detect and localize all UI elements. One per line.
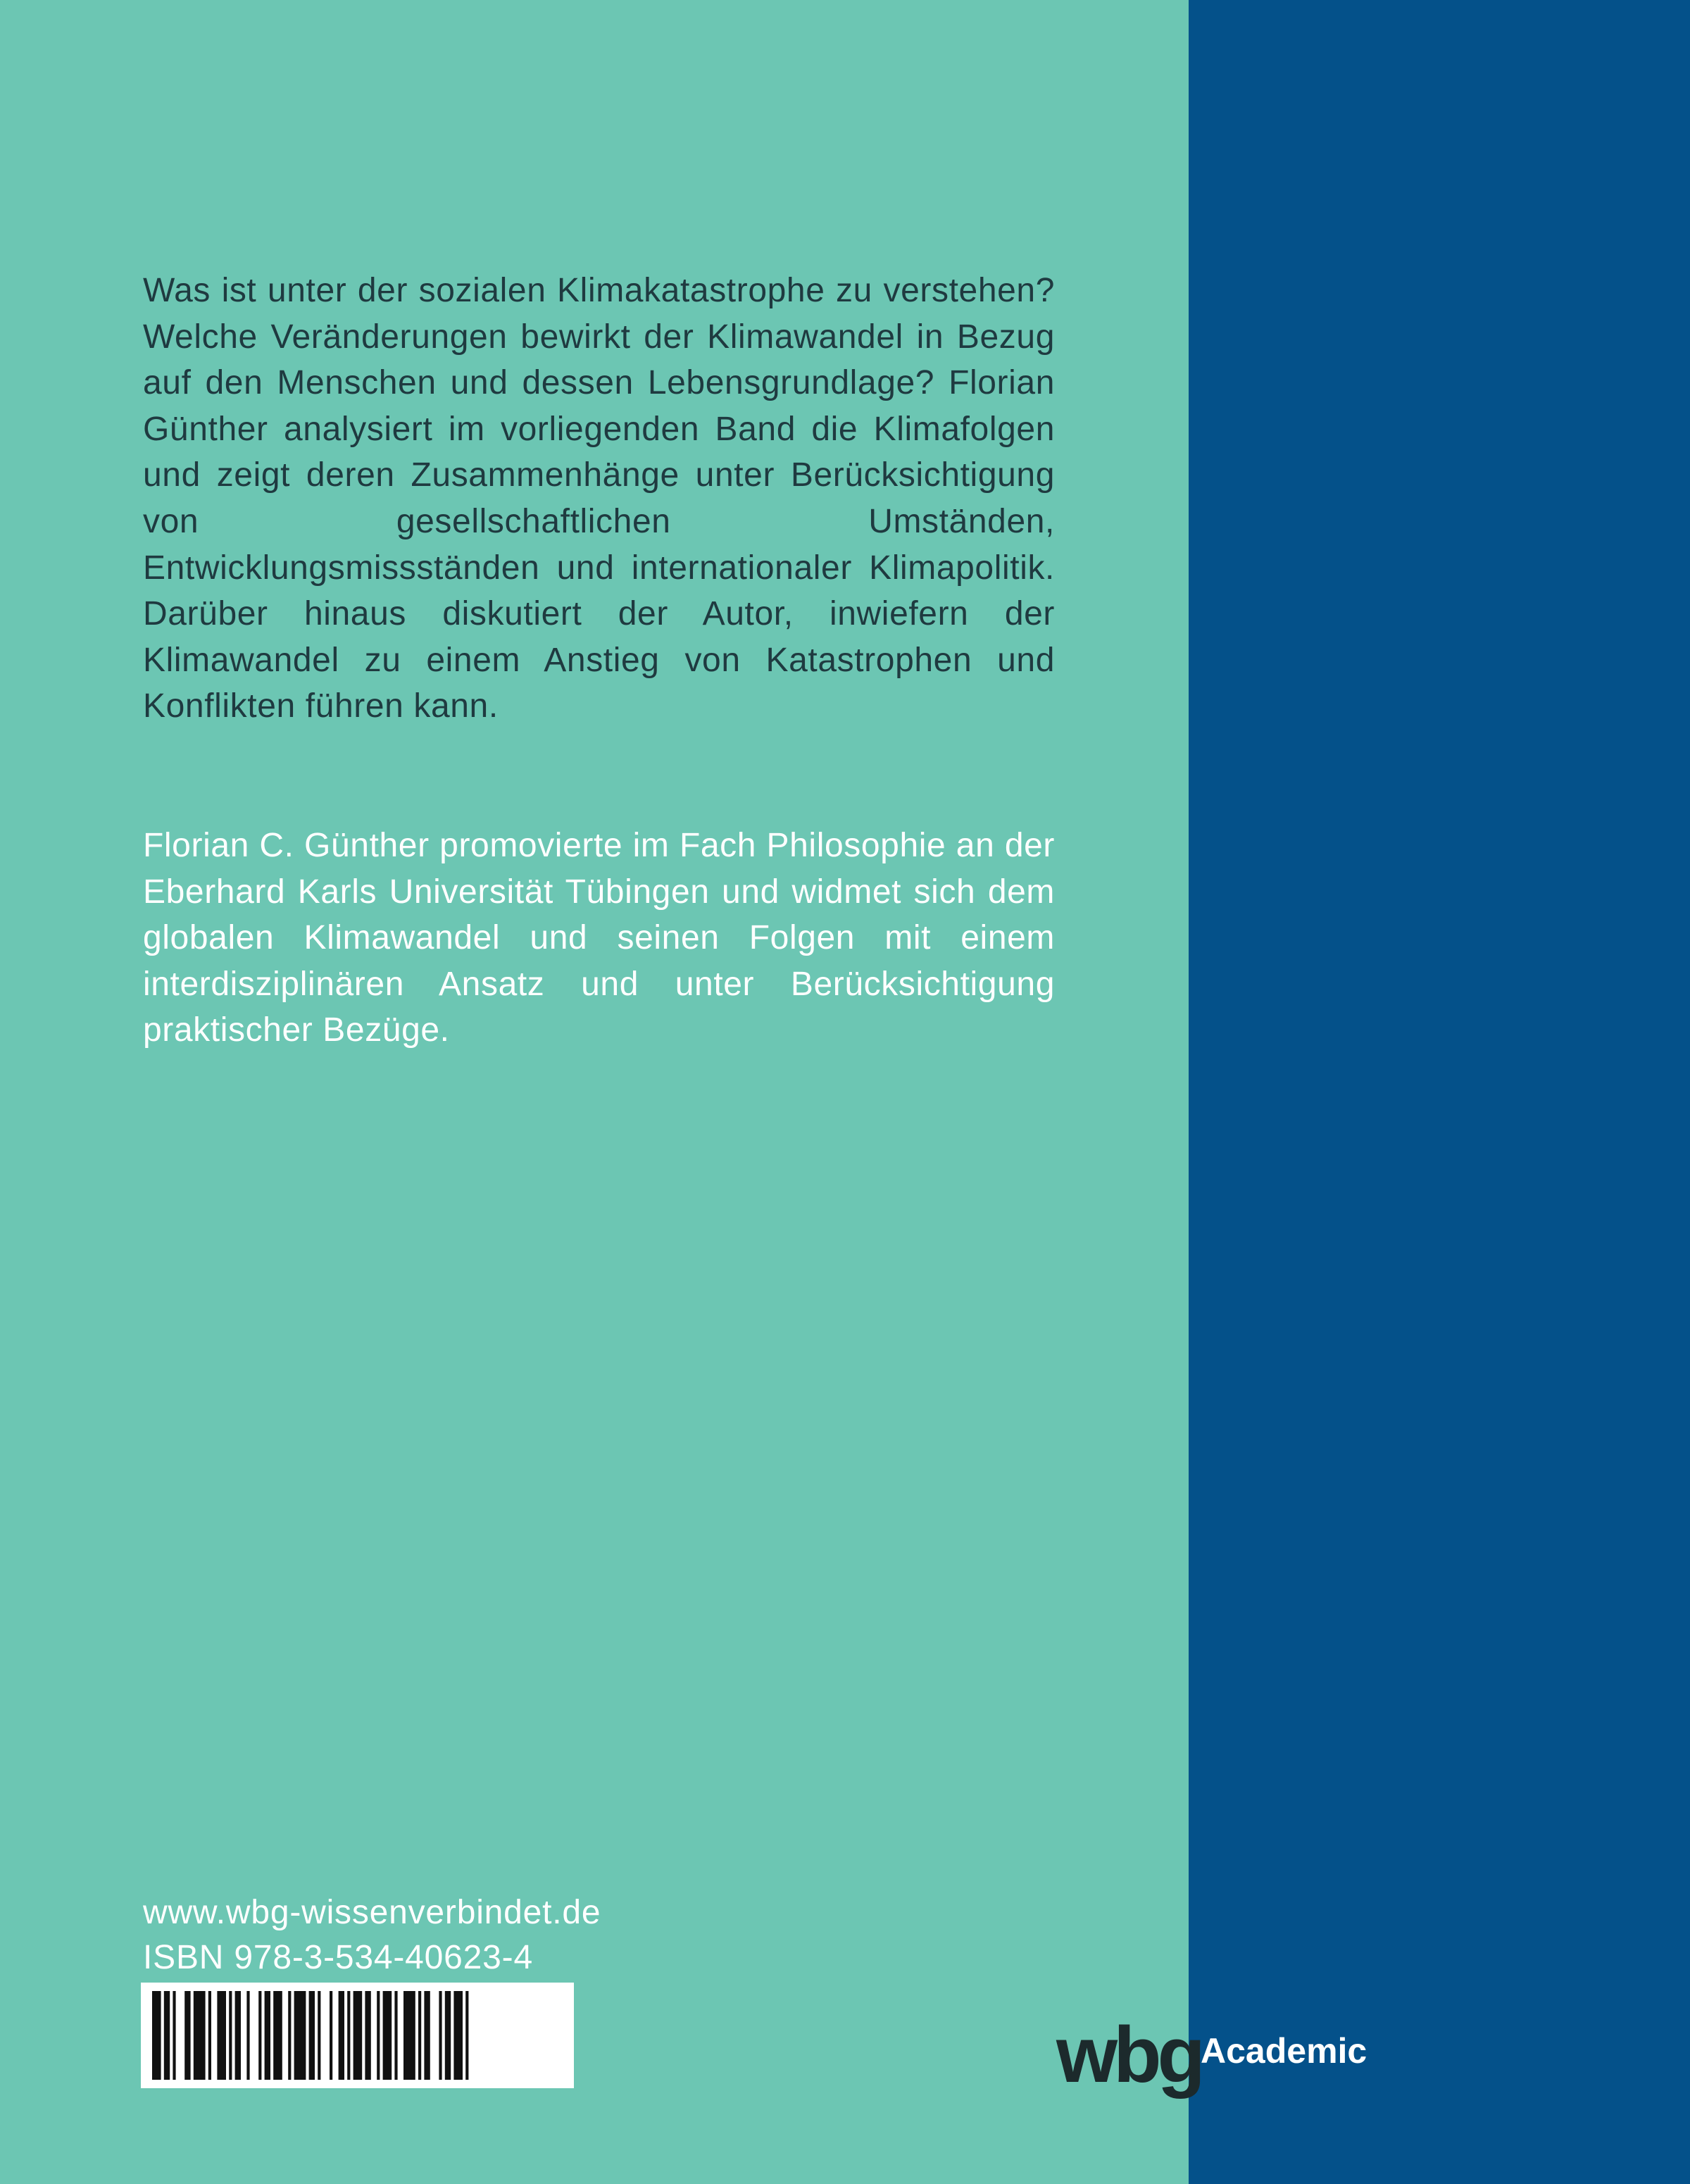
logo-wbg-mark: wbg bbox=[1056, 2011, 1201, 2099]
logo-academic-label: Academic bbox=[1201, 2031, 1367, 2071]
barcode bbox=[141, 1983, 574, 2088]
publisher-info bbox=[143, 1890, 601, 1980]
author-bio-paragraph: Florian C. Günther promovierte im Fach Philosophie an der Eberhard Karls Universität Tübingen und widmet sich dem globalen Klimawandel und seinen Folgen mit einem interdisziplinären Ansatz und unter Berücksichtigung praktischer Bezüge. bbox=[143, 827, 1055, 1049]
spine-color-band bbox=[1189, 0, 1690, 2184]
blurb-text bbox=[143, 268, 1055, 730]
barcode-icon bbox=[149, 1991, 565, 2080]
publisher-website: www.wbg-wissenverbindet.de bbox=[143, 1894, 601, 1931]
isbn-number: ISBN 978-3-534-40623-4 bbox=[143, 1939, 533, 1976]
blurb-paragraph: Was ist unter der sozialen Klimakatastrophe zu verstehen? Welche Veränderungen bewirkt der Klimawandel in Bezug auf den Menschen und dessen Lebensgrundlage? Florian Günther analysiert im vorliegenden Band die Klimafolgen und zeigt deren Zusammenhänge unter Berücksichtigung von gesellschaftlichen Umständen, Entwicklungsmissständen und internationaler Klimapolitik. Darüber hinaus diskutiert der Autor, inwiefern der Klimawandel zu einem Anstieg von Katastrophen und Konflikten führen kann. bbox=[143, 272, 1055, 725]
author-bio bbox=[143, 823, 1055, 1054]
